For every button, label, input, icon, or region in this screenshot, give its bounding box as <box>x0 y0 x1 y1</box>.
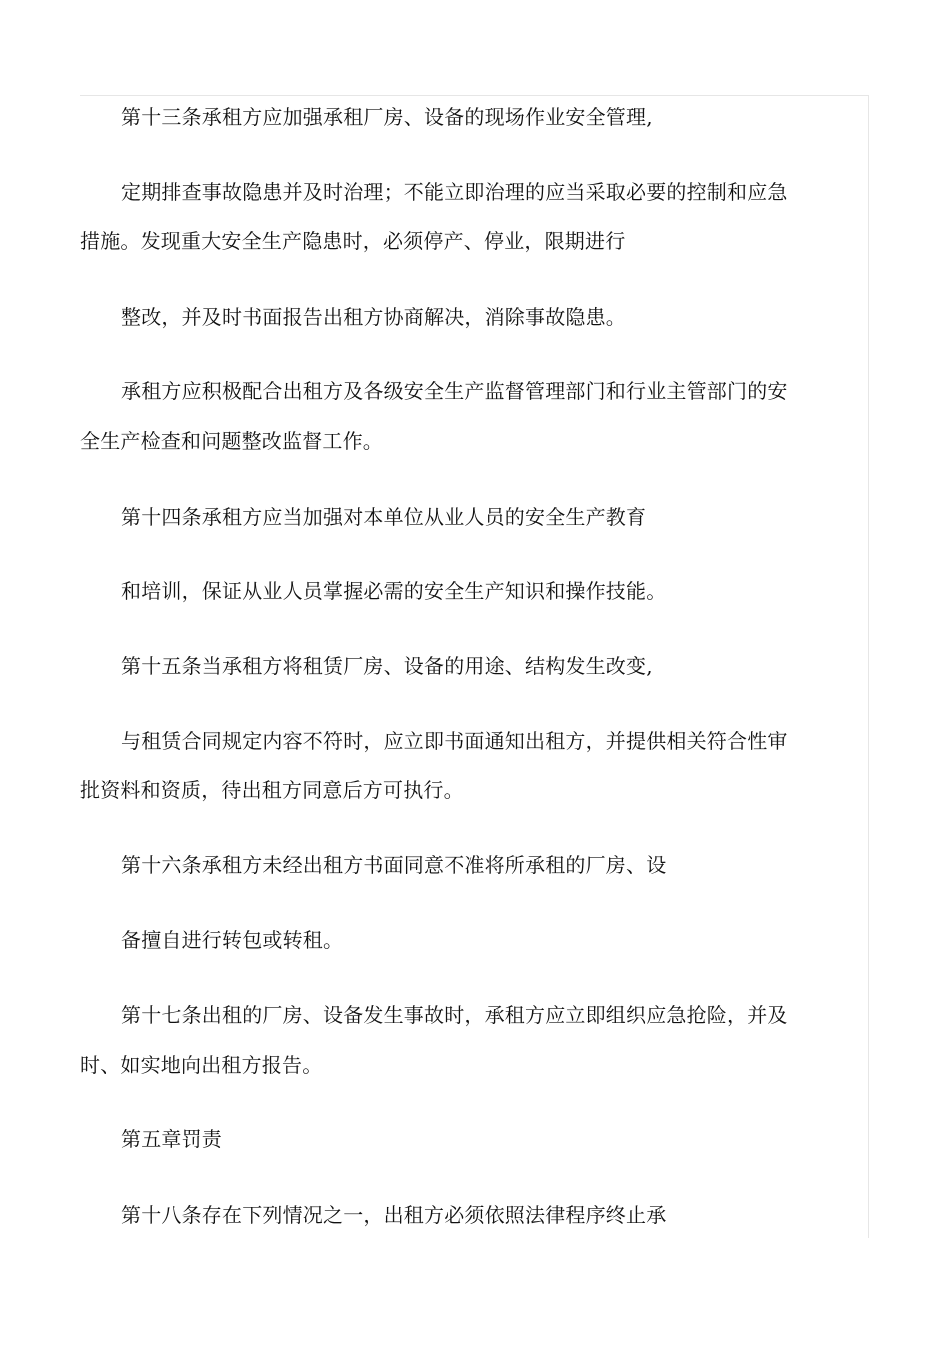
article-17-line-2: 时、如实地向出租方报告。 <box>80 1053 323 1077</box>
article-13-line-2: 定期排查事故隐患并及时治理；不能立即治理的应当采取必要的控制和应急 <box>121 180 788 204</box>
article-16-line-1: 第十六条承租方未经出租方书面同意不准将所承租的厂房、设 <box>121 853 667 877</box>
article-13-line-1: 第十三条承租方应加强承租厂房、设备的现场作业安全管理, <box>121 105 653 129</box>
page-border-top <box>80 95 869 96</box>
article-13-line-3: 措施。发现重大安全生产隐患时，必须停产、停业，限期进行 <box>80 229 626 253</box>
article-14-line-2: 和培训，保证从业人员掌握必需的安全生产知识和操作技能。 <box>121 579 667 603</box>
article-13-line-6: 全生产检查和问题整改监督工作。 <box>80 429 383 453</box>
article-13-line-4: 整改，并及时书面报告出租方协商解决，消除事故隐患。 <box>121 305 626 329</box>
article-17-line-1: 第十七条出租的厂房、设备发生事故时，承租方应立即组织应急抢险，并及 <box>121 1003 788 1027</box>
article-16-line-2: 备擅自进行转包或转租。 <box>121 928 344 952</box>
article-15-line-2: 与租赁合同规定内容不符时，应立即书面通知出租方，并提供相关符合性审 <box>121 729 788 753</box>
article-13-line-5: 承租方应积极配合出租方及各级安全生产监督管理部门和行业主管部门的安 <box>121 379 788 403</box>
article-14-line-1: 第十四条承租方应当加强对本单位从业人员的安全生产教育 <box>121 505 647 529</box>
chapter-5-heading: 第五章罚责 <box>121 1127 222 1151</box>
page-border-right <box>868 95 869 1238</box>
article-15-line-1: 第十五条当承租方将租赁厂房、设备的用途、结构发生改变, <box>121 654 653 678</box>
article-15-line-3: 批资料和资质，待出租方同意后方可执行。 <box>80 778 464 802</box>
article-18-line-1: 第十八条存在下列情况之一，出租方必须依照法律程序终止承 <box>121 1203 667 1227</box>
